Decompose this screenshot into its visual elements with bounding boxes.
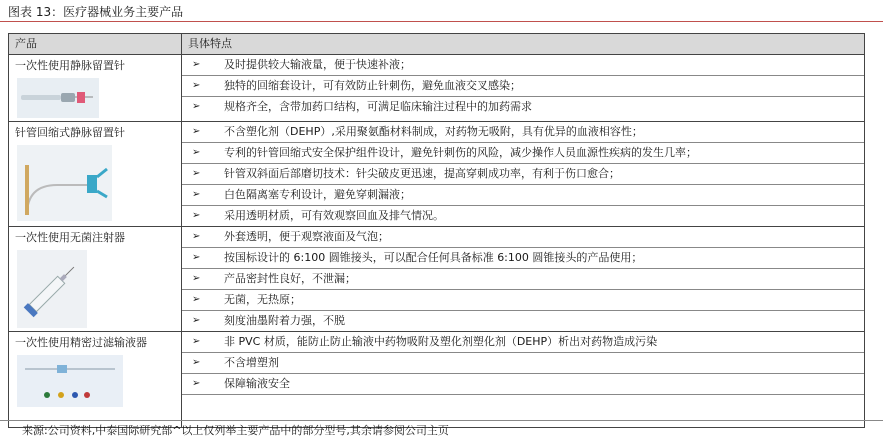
feature-item	[182, 97, 864, 117]
feature-item	[182, 269, 864, 290]
feature-text: 产品密封性良好，不泄漏；	[224, 272, 356, 285]
product-name: 一次性使用静脉留置针	[15, 59, 125, 72]
arrow-bullet-icon: ➢	[192, 59, 201, 70]
arrow-bullet-icon: ➢	[192, 147, 201, 158]
header-features: 具体特点	[182, 34, 865, 55]
features-cell	[182, 227, 865, 332]
iv-catheter-image	[17, 78, 99, 118]
feature-text: 无菌，无热原；	[224, 293, 301, 306]
table-header-row	[9, 34, 865, 55]
feature-text: 按国标设计的 6:100 圆锥接头，可以配合任何具备标准 6:100 圆锥接头的产品使用；	[224, 251, 643, 264]
feature-text: 不含塑化剂（DEHP）,采用聚氨酯材料制成，对药物无吸附，具有优异的血液相容性；	[224, 125, 643, 138]
feature-text: 不含增塑剂	[224, 356, 279, 369]
arrow-bullet-icon: ➢	[192, 294, 201, 305]
table-row	[9, 55, 865, 122]
feature-text: 非 PVC 材质，能防止防止输液中药物吸附及塑化剂塑化剂（DEHP）析出对药物造成污染	[224, 335, 658, 348]
arrow-bullet-icon: ➢	[192, 336, 201, 347]
arrow-bullet-icon: ➢	[192, 252, 201, 263]
feature-item	[182, 227, 864, 248]
product-cell	[9, 332, 182, 428]
arrow-bullet-icon: ➢	[192, 273, 201, 284]
feature-item	[182, 332, 864, 353]
feature-text: 采用透明材质，可有效观察回血及排气情况。	[224, 209, 444, 222]
product-cell	[9, 227, 182, 332]
table-row	[9, 332, 865, 428]
product-cell	[9, 122, 182, 227]
arrow-bullet-icon: ➢	[192, 210, 201, 221]
arrow-bullet-icon: ➢	[192, 357, 201, 368]
feature-item	[182, 55, 864, 76]
product-name: 针管回缩式静脉留置针	[15, 126, 125, 139]
arrow-bullet-icon: ➢	[192, 101, 201, 112]
feature-text: 刻度油墨附着力强，不脱	[224, 314, 345, 327]
feature-text: 及时提供较大输液量，便于快速补液；	[224, 58, 411, 71]
product-cell	[9, 55, 182, 122]
syringe-image	[17, 250, 87, 328]
feature-item	[182, 122, 864, 143]
feature-item	[182, 185, 864, 206]
empty-spacer	[182, 395, 864, 427]
title-divider	[0, 21, 883, 22]
features-cell	[182, 55, 865, 122]
arrow-bullet-icon: ➢	[192, 189, 201, 200]
feature-text: 针管双斜面后部磨切技术：针尖破皮更迅速，提高穿刺成功率，有利于伤口愈合；	[224, 167, 620, 180]
product-name: 一次性使用精密过滤输液器	[15, 336, 147, 349]
product-name: 一次性使用无菌注射器	[15, 231, 125, 244]
header-product: 产品	[9, 34, 182, 55]
feature-item	[182, 374, 864, 395]
feature-text: 规格齐全，含带加药口结构，可满足临床输注过程中的加药需求	[224, 100, 532, 113]
feature-text: 专利的针管回缩式安全保护组件设计，避免针刺伤的风险，减少操作人员血源性疾病的发生几率；	[224, 146, 697, 159]
arrow-bullet-icon: ➢	[192, 80, 201, 91]
footer-divider	[0, 420, 883, 421]
infusion-set-image	[17, 355, 123, 407]
retractable-catheter-image	[17, 145, 112, 221]
arrow-bullet-icon: ➢	[192, 378, 201, 389]
arrow-bullet-icon: ➢	[192, 315, 201, 326]
feature-text: 保障输液安全	[224, 377, 290, 390]
feature-text: 独特的回缩套设计，可有效防止针刺伤，避免血液交叉感染；	[224, 79, 521, 92]
figure-title: 图表 13：医疗器械业务主要产品	[8, 5, 184, 19]
features-cell	[182, 122, 865, 227]
arrow-bullet-icon: ➢	[192, 231, 201, 242]
feature-item	[182, 164, 864, 185]
feature-text: 白色隔离塞专利设计，避免穿刺漏液；	[224, 188, 411, 201]
feature-item	[182, 206, 864, 226]
feature-text: 外套透明，便于观察液面及气泡；	[224, 230, 389, 243]
arrow-bullet-icon: ➢	[192, 126, 201, 137]
table-row	[9, 227, 865, 332]
feature-item	[182, 76, 864, 97]
product-table	[8, 33, 865, 428]
arrow-bullet-icon: ➢	[192, 168, 201, 179]
feature-item	[182, 353, 864, 374]
features-cell	[182, 332, 865, 428]
table-row	[9, 122, 865, 227]
feature-item	[182, 290, 864, 311]
feature-item	[182, 311, 864, 331]
feature-item	[182, 248, 864, 269]
source-note: 来源:公司资料,中泰国际研究部^以上仅列举主要产品中的部分型号,其余请参阅公司主页	[22, 424, 449, 437]
feature-item	[182, 143, 864, 164]
